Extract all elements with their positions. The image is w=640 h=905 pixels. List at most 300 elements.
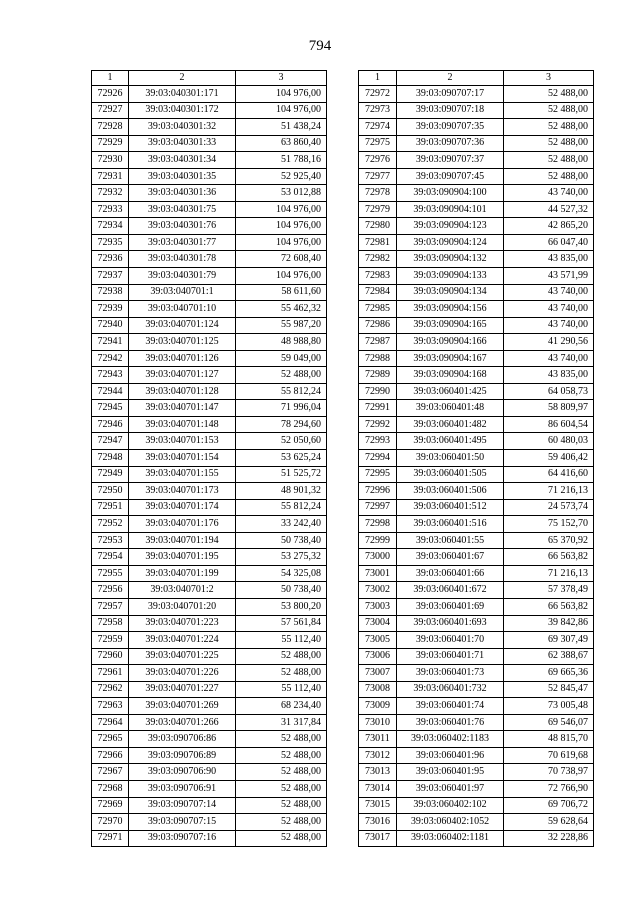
table-row: [359, 251, 594, 268]
table-row: [359, 317, 594, 334]
row-number-cell: 72941: [92, 334, 129, 351]
value-cell: 48 988,80: [236, 334, 327, 351]
value-cell: 42 865,20: [504, 218, 594, 235]
value-cell: 104 976,00: [236, 268, 327, 285]
table-row: [92, 764, 327, 781]
value-cell: 52 488,00: [236, 648, 327, 665]
row-number-cell: 72946: [92, 416, 129, 433]
value-cell: 68 234,40: [236, 698, 327, 715]
value-cell: 43 740,00: [504, 350, 594, 367]
value-cell: 54 325,08: [236, 565, 327, 582]
cadastral-number-cell: 39:03:040701:10: [129, 301, 236, 318]
value-cell: 51 788,16: [236, 152, 327, 169]
table-row: [359, 400, 594, 417]
row-number-cell: 72986: [359, 317, 397, 334]
table-row: [92, 152, 327, 169]
row-number-cell: 72967: [92, 764, 129, 781]
cadastral-number-cell: 39:03:090707:35: [397, 119, 504, 136]
row-number-cell: 72959: [92, 632, 129, 649]
row-number-cell: 72943: [92, 367, 129, 384]
value-cell: 73 005,48: [504, 698, 594, 715]
row-number-cell: 72935: [92, 234, 129, 251]
table-row: [92, 797, 327, 814]
value-cell: 69 307,49: [504, 632, 594, 649]
cadastral-number-cell: 39:03:060401:505: [397, 466, 504, 483]
cadastral-number-cell: 39:03:040701:194: [129, 532, 236, 549]
table-row: [92, 201, 327, 218]
table-row: [92, 383, 327, 400]
table-row: [92, 450, 327, 467]
table-row: [92, 549, 327, 566]
row-number-cell: 72926: [92, 86, 129, 103]
cadastral-number-cell: 39:03:090904:167: [397, 350, 504, 367]
table-row: [359, 86, 594, 103]
row-number-cell: 72970: [92, 814, 129, 831]
table-row: [92, 731, 327, 748]
value-cell: 52 488,00: [236, 764, 327, 781]
row-number-cell: 72939: [92, 301, 129, 318]
value-cell: 104 976,00: [236, 86, 327, 103]
row-number-cell: 72930: [92, 152, 129, 169]
table-row: [359, 516, 594, 533]
table-row: [92, 102, 327, 119]
row-number-cell: 73014: [359, 780, 397, 797]
row-number-cell: 73017: [359, 830, 397, 847]
value-cell: 69 706,72: [504, 797, 594, 814]
value-cell: 52 488,00: [236, 367, 327, 384]
row-number-cell: 72950: [92, 483, 129, 500]
table-row: [92, 483, 327, 500]
cadastral-number-cell: 39:03:090707:18: [397, 102, 504, 119]
cadastral-number-cell: 39:03:090904:133: [397, 268, 504, 285]
cadastral-number-cell: 39:03:040301:75: [129, 201, 236, 218]
table-row: [359, 499, 594, 516]
cadastral-number-cell: 39:03:040301:34: [129, 152, 236, 169]
row-number-cell: 72953: [92, 532, 129, 549]
row-number-cell: 72952: [92, 516, 129, 533]
table-row: [92, 648, 327, 665]
value-cell: 31 317,84: [236, 714, 327, 731]
table-row: [359, 466, 594, 483]
table-row: [92, 698, 327, 715]
row-number-cell: 72954: [92, 549, 129, 566]
table-row: [359, 135, 594, 152]
cadastral-number-cell: 39:03:040701:224: [129, 632, 236, 649]
value-cell: 52 488,00: [236, 665, 327, 682]
cadastral-number-cell: 39:03:040701:225: [129, 648, 236, 665]
row-number-cell: 72980: [359, 218, 397, 235]
row-number-cell: 72949: [92, 466, 129, 483]
cadastral-number-cell: 39:03:060401:76: [397, 714, 504, 731]
table-row: [359, 334, 594, 351]
table-row: [359, 268, 594, 285]
value-cell: 65 370,92: [504, 532, 594, 549]
row-number-cell: 72969: [92, 797, 129, 814]
cadastral-number-cell: 39:03:060401:512: [397, 499, 504, 516]
column-header: 3: [504, 71, 594, 86]
row-number-cell: 72975: [359, 135, 397, 152]
table-row: [359, 648, 594, 665]
table-row: [359, 549, 594, 566]
cadastral-number-cell: 39:03:040301:36: [129, 185, 236, 202]
cadastral-number-cell: 39:03:040701:154: [129, 450, 236, 467]
cadastral-number-cell: 39:03:060401:425: [397, 383, 504, 400]
value-cell: 66 563,82: [504, 598, 594, 615]
cadastral-number-cell: 39:03:040701:153: [129, 433, 236, 450]
value-cell: 52 050,60: [236, 433, 327, 450]
cadastral-number-cell: 39:03:060402:1052: [397, 814, 504, 831]
row-number-cell: 72962: [92, 681, 129, 698]
row-number-cell: 72961: [92, 665, 129, 682]
table-row: [359, 102, 594, 119]
row-number-cell: 72944: [92, 383, 129, 400]
value-cell: 52 488,00: [504, 86, 594, 103]
row-number-cell: 72965: [92, 731, 129, 748]
table-row: [359, 632, 594, 649]
row-number-cell: 72993: [359, 433, 397, 450]
cadastral-number-cell: 39:03:090904:123: [397, 218, 504, 235]
table-row: [92, 416, 327, 433]
row-number-cell: 72978: [359, 185, 397, 202]
cadastral-number-cell: 39:03:060401:96: [397, 747, 504, 764]
value-cell: 71 216,13: [504, 483, 594, 500]
cadastral-number-cell: 39:03:060401:672: [397, 582, 504, 599]
row-number-cell: 72938: [92, 284, 129, 301]
value-cell: 71 216,13: [504, 565, 594, 582]
table-row: [359, 565, 594, 582]
value-cell: 69 546,07: [504, 714, 594, 731]
table-row: [359, 582, 594, 599]
table-row: [92, 350, 327, 367]
value-cell: 59 628,64: [504, 814, 594, 831]
table-row: [359, 433, 594, 450]
table-row: [92, 499, 327, 516]
row-number-cell: 72991: [359, 400, 397, 417]
value-cell: 72 766,90: [504, 780, 594, 797]
value-cell: 39 842,86: [504, 615, 594, 632]
cadastral-number-cell: 39:03:090904:100: [397, 185, 504, 202]
value-cell: 64 058,73: [504, 383, 594, 400]
value-cell: 52 488,00: [236, 780, 327, 797]
cadastral-number-cell: 39:03:090904:156: [397, 301, 504, 318]
row-number-cell: 72951: [92, 499, 129, 516]
value-cell: 43 571,99: [504, 268, 594, 285]
cadastral-number-cell: 39:03:060401:69: [397, 598, 504, 615]
row-number-cell: 72968: [92, 780, 129, 797]
value-cell: 104 976,00: [236, 102, 327, 119]
row-number-cell: 72990: [359, 383, 397, 400]
row-number-cell: 72960: [92, 648, 129, 665]
row-number-cell: 73016: [359, 814, 397, 831]
table-row: [92, 234, 327, 251]
value-cell: 52 488,00: [236, 747, 327, 764]
table-row: [92, 367, 327, 384]
value-cell: 86 604,54: [504, 416, 594, 433]
cadastral-number-cell: 39:03:060401:71: [397, 648, 504, 665]
cadastral-number-cell: 39:03:040701:125: [129, 334, 236, 351]
cadastral-number-cell: 39:03:060401:50: [397, 450, 504, 467]
cadastral-number-cell: 39:03:090706:89: [129, 747, 236, 764]
row-number-cell: 72940: [92, 317, 129, 334]
cadastral-number-cell: 39:03:090904:168: [397, 367, 504, 384]
cadastral-number-cell: 39:03:040301:33: [129, 135, 236, 152]
table-row: [92, 582, 327, 599]
cadastral-number-cell: 39:03:040701:174: [129, 499, 236, 516]
cadastral-number-cell: 39:03:040301:78: [129, 251, 236, 268]
row-number-cell: 72983: [359, 268, 397, 285]
table-row: [92, 814, 327, 831]
table-row: [359, 416, 594, 433]
cadastral-number-cell: 39:03:040701:266: [129, 714, 236, 731]
cadastral-number-cell: 39:03:060401:97: [397, 780, 504, 797]
table-row: [359, 747, 594, 764]
cadastral-number-cell: 39:03:090706:91: [129, 780, 236, 797]
value-cell: 104 976,00: [236, 218, 327, 235]
value-cell: 62 388,67: [504, 648, 594, 665]
row-number-cell: 72972: [359, 86, 397, 103]
value-cell: 41 290,56: [504, 334, 594, 351]
value-cell: 55 812,24: [236, 383, 327, 400]
value-cell: 32 228,86: [504, 830, 594, 847]
table-row: [359, 301, 594, 318]
registry-table-left: [91, 70, 327, 847]
table-row: [359, 483, 594, 500]
table-row: [359, 185, 594, 202]
cadastral-number-cell: 39:03:040701:128: [129, 383, 236, 400]
column-header: 1: [92, 71, 129, 86]
table-row: [92, 830, 327, 847]
value-cell: 55 462,32: [236, 301, 327, 318]
value-cell: 52 488,00: [504, 168, 594, 185]
row-number-cell: 72936: [92, 251, 129, 268]
row-number-cell: 72957: [92, 598, 129, 615]
table-row: [92, 532, 327, 549]
row-number-cell: 73005: [359, 632, 397, 649]
value-cell: 58 809,97: [504, 400, 594, 417]
cadastral-number-cell: 39:03:060401:693: [397, 615, 504, 632]
row-number-cell: 72971: [92, 830, 129, 847]
row-number-cell: 72956: [92, 582, 129, 599]
cadastral-number-cell: 39:03:060401:506: [397, 483, 504, 500]
table-row: [92, 466, 327, 483]
row-number-cell: 72929: [92, 135, 129, 152]
cadastral-number-cell: 39:03:090904:132: [397, 251, 504, 268]
value-cell: 52 488,00: [236, 830, 327, 847]
cadastral-number-cell: 39:03:090904:101: [397, 201, 504, 218]
cadastral-number-cell: 39:03:040701:173: [129, 483, 236, 500]
row-number-cell: 72928: [92, 119, 129, 136]
value-cell: 63 860,40: [236, 135, 327, 152]
table-row: [359, 797, 594, 814]
row-number-cell: 73009: [359, 698, 397, 715]
cadastral-number-cell: 39:03:090707:36: [397, 135, 504, 152]
row-number-cell: 73011: [359, 731, 397, 748]
value-cell: 55 112,40: [236, 632, 327, 649]
table-row: [92, 747, 327, 764]
cadastral-number-cell: 39:03:040301:171: [129, 86, 236, 103]
cadastral-number-cell: 39:03:060401:70: [397, 632, 504, 649]
table-row: [92, 400, 327, 417]
table-row: [92, 218, 327, 235]
table-row: [92, 780, 327, 797]
table-row: [359, 598, 594, 615]
value-cell: 53 012,88: [236, 185, 327, 202]
value-cell: 52 925,40: [236, 168, 327, 185]
cadastral-number-cell: 39:03:090706:86: [129, 731, 236, 748]
row-number-cell: 72931: [92, 168, 129, 185]
table-row: [92, 598, 327, 615]
value-cell: 24 573,74: [504, 499, 594, 516]
table-row: [359, 350, 594, 367]
cadastral-number-cell: 39:03:040701:2: [129, 582, 236, 599]
value-cell: 43 835,00: [504, 367, 594, 384]
table-row: [92, 251, 327, 268]
cadastral-number-cell: 39:03:040701:127: [129, 367, 236, 384]
value-cell: 104 976,00: [236, 234, 327, 251]
table-row: [92, 714, 327, 731]
cadastral-number-cell: 39:03:090707:45: [397, 168, 504, 185]
column-header: 2: [397, 71, 504, 86]
value-cell: 75 152,70: [504, 516, 594, 533]
cadastral-number-cell: 39:03:040701:148: [129, 416, 236, 433]
table-header-row: [92, 71, 327, 86]
value-cell: 48 901,32: [236, 483, 327, 500]
value-cell: 72 608,40: [236, 251, 327, 268]
cadastral-number-cell: 39:03:040701:147: [129, 400, 236, 417]
value-cell: 43 740,00: [504, 185, 594, 202]
table-row: [359, 367, 594, 384]
value-cell: 59 406,42: [504, 450, 594, 467]
value-cell: 57 378,49: [504, 582, 594, 599]
cadastral-number-cell: 39:03:040301:32: [129, 119, 236, 136]
value-cell: 44 527,32: [504, 201, 594, 218]
row-number-cell: 73002: [359, 582, 397, 599]
row-number-cell: 73003: [359, 598, 397, 615]
row-number-cell: 72987: [359, 334, 397, 351]
cadastral-number-cell: 39:03:040701:126: [129, 350, 236, 367]
value-cell: 52 488,00: [504, 152, 594, 169]
cadastral-number-cell: 39:03:040701:223: [129, 615, 236, 632]
table-row: [92, 632, 327, 649]
cadastral-number-cell: 39:03:060401:495: [397, 433, 504, 450]
row-number-cell: 72974: [359, 119, 397, 136]
value-cell: 53 625,24: [236, 450, 327, 467]
table-row: [359, 201, 594, 218]
row-number-cell: 72942: [92, 350, 129, 367]
table-row: [92, 565, 327, 582]
cadastral-number-cell: 39:03:060401:732: [397, 681, 504, 698]
row-number-cell: 72964: [92, 714, 129, 731]
value-cell: 66 563,82: [504, 549, 594, 566]
value-cell: 50 738,40: [236, 532, 327, 549]
cadastral-number-cell: 39:03:040701:20: [129, 598, 236, 615]
value-cell: 55 112,40: [236, 681, 327, 698]
registry-table-right: [358, 70, 594, 847]
cadastral-number-cell: 39:03:090904:134: [397, 284, 504, 301]
row-number-cell: 72933: [92, 201, 129, 218]
row-number-cell: 73006: [359, 648, 397, 665]
table-row: [359, 830, 594, 847]
value-cell: 70 738,97: [504, 764, 594, 781]
row-number-cell: 72984: [359, 284, 397, 301]
cadastral-number-cell: 39:03:040701:269: [129, 698, 236, 715]
table-row: [359, 168, 594, 185]
row-number-cell: 72996: [359, 483, 397, 500]
value-cell: 55 987,20: [236, 317, 327, 334]
table-row: [359, 615, 594, 632]
table-row: [359, 814, 594, 831]
row-number-cell: 73012: [359, 747, 397, 764]
value-cell: 104 976,00: [236, 201, 327, 218]
cadastral-number-cell: 39:03:060402:1183: [397, 731, 504, 748]
value-cell: 51 438,24: [236, 119, 327, 136]
table-row: [92, 86, 327, 103]
value-cell: 43 740,00: [504, 284, 594, 301]
cadastral-number-cell: 39:03:060401:73: [397, 665, 504, 682]
row-number-cell: 72981: [359, 234, 397, 251]
table-row: [359, 681, 594, 698]
cadastral-number-cell: 39:03:060401:48: [397, 400, 504, 417]
row-number-cell: 73010: [359, 714, 397, 731]
table-row: [92, 317, 327, 334]
cadastral-number-cell: 39:03:040701:176: [129, 516, 236, 533]
value-cell: 43 740,00: [504, 317, 594, 334]
table-row: [92, 284, 327, 301]
row-number-cell: 73008: [359, 681, 397, 698]
row-number-cell: 72999: [359, 532, 397, 549]
page-number: 794: [308, 38, 332, 54]
value-cell: 55 812,24: [236, 499, 327, 516]
cadastral-number-cell: 39:03:040701:1: [129, 284, 236, 301]
column-header: 3: [236, 71, 327, 86]
row-number-cell: 72994: [359, 450, 397, 467]
cadastral-number-cell: 39:03:040701:227: [129, 681, 236, 698]
value-cell: 60 480,03: [504, 433, 594, 450]
cadastral-number-cell: 39:03:040301:76: [129, 218, 236, 235]
cadastral-number-cell: 39:03:040301:77: [129, 234, 236, 251]
row-number-cell: 72973: [359, 102, 397, 119]
value-cell: 43 740,00: [504, 301, 594, 318]
row-number-cell: 72998: [359, 516, 397, 533]
value-cell: 66 047,40: [504, 234, 594, 251]
row-number-cell: 72992: [359, 416, 397, 433]
value-cell: 52 845,47: [504, 681, 594, 698]
row-number-cell: 72947: [92, 433, 129, 450]
row-number-cell: 73007: [359, 665, 397, 682]
table-row: [92, 516, 327, 533]
row-number-cell: 72948: [92, 450, 129, 467]
row-number-cell: 72977: [359, 168, 397, 185]
cadastral-number-cell: 39:03:060402:1181: [397, 830, 504, 847]
table-row: [92, 268, 327, 285]
value-cell: 43 835,00: [504, 251, 594, 268]
row-number-cell: 72989: [359, 367, 397, 384]
cadastral-number-cell: 39:03:060401:95: [397, 764, 504, 781]
cadastral-number-cell: 39:03:040301:79: [129, 268, 236, 285]
table-row: [359, 665, 594, 682]
value-cell: 52 488,00: [236, 814, 327, 831]
cadastral-number-cell: 39:03:060401:66: [397, 565, 504, 582]
value-cell: 78 294,60: [236, 416, 327, 433]
cadastral-number-cell: 39:03:040701:199: [129, 565, 236, 582]
table-row: [359, 698, 594, 715]
value-cell: 64 416,60: [504, 466, 594, 483]
row-number-cell: 72963: [92, 698, 129, 715]
cadastral-number-cell: 39:03:090707:15: [129, 814, 236, 831]
table-row: [359, 450, 594, 467]
cadastral-number-cell: 39:03:040301:35: [129, 168, 236, 185]
value-cell: 52 488,00: [236, 797, 327, 814]
